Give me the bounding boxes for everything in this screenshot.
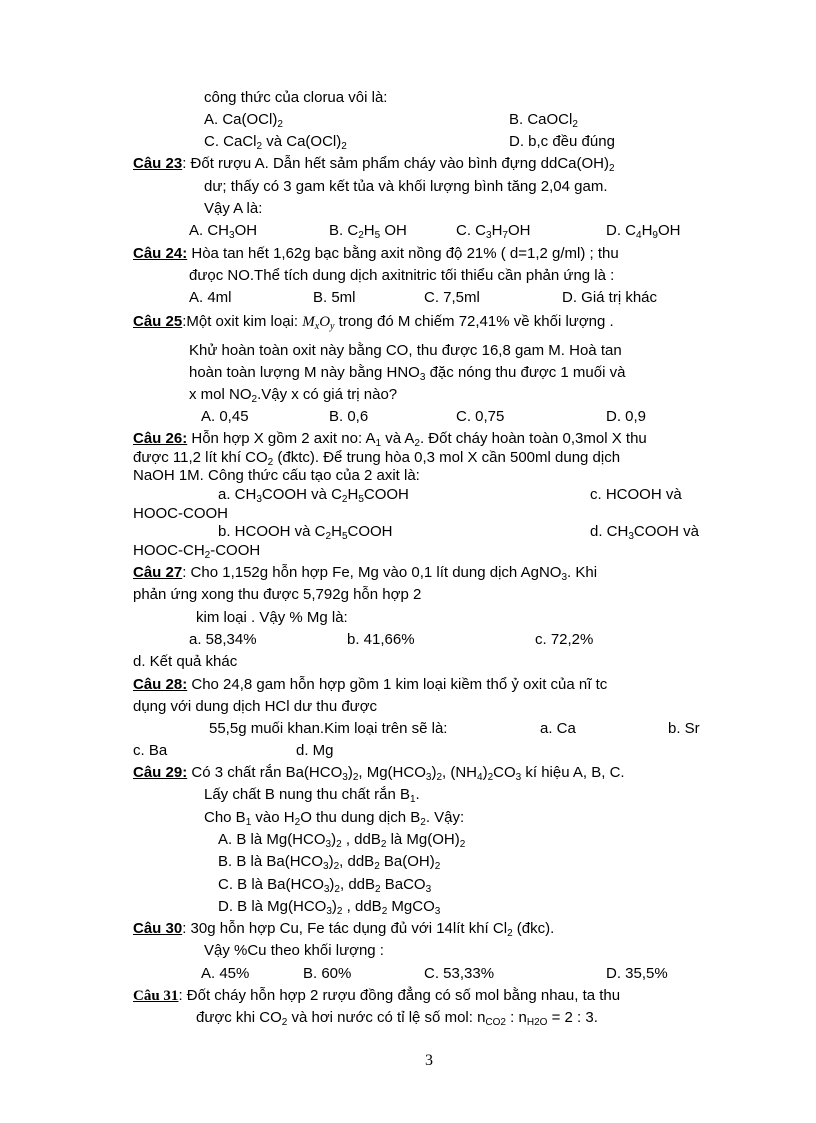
q27-option-c: c. 72,2% bbox=[535, 631, 594, 648]
q28-label: Câu 28: bbox=[133, 676, 188, 693]
q24-option-b: B. 5ml bbox=[313, 289, 356, 306]
q27-option-d: d. Kết quả khác bbox=[133, 653, 238, 670]
q24-option-a: A. 4ml bbox=[189, 289, 232, 306]
q26-stem-line3: NaOH 1M. Công thức cấu tạo của 2 axit là: bbox=[133, 467, 420, 484]
q22-option-b: B. CaOCl$_2$ bbox=[509, 111, 578, 130]
q23-stem-line2: dư; thấy có 3 gam kết tủa và khối lượng bình tăng 2,04 gam. bbox=[204, 178, 608, 195]
q26-option-c-cont: HOOC-COOH bbox=[133, 505, 228, 522]
q29-stem: Câu 29: Có 3 chất rắn $Ba(HCO_3)_2$, $Mg(HCO_3)_2$, $(NH_4)_2CO_3$ kí hiệu A, B, C. bbox=[133, 764, 625, 783]
q31-stem-line2: được khi $CO_2$ và hơi nước có tỉ lệ số mol: $n_{CO2}$ : $n_{H2O} = 2$ : 3. bbox=[196, 1009, 598, 1028]
q28-option-a: a. Ca bbox=[540, 720, 576, 737]
q26-option-d-cont: HOOC-$CH_2$-COOH bbox=[133, 542, 261, 561]
q25-label: Câu 25 bbox=[133, 313, 183, 330]
q28-option-d: d. Mg bbox=[296, 742, 334, 759]
q22-stem-tail: công thức của clorua vôi là: bbox=[204, 89, 388, 106]
q28-stem: Câu 28: Cho 24,8 gam hỗn hợp gồm 1 kim loại kiềm thổ ỷ oxit của nĩ tc bbox=[133, 676, 608, 693]
q25-option-a: A. 0,45 bbox=[201, 408, 249, 425]
q25-option-b: B. 0,6 bbox=[329, 408, 369, 425]
q27-label: Câu 27 bbox=[133, 564, 183, 581]
q28-option-c: c. Ba bbox=[133, 742, 168, 759]
q30-stem-line2: Vậy %Cu theo khối lượng : bbox=[204, 942, 384, 959]
q25-stem-line4: x mol $NO_2.Vậy$ x có giá trị nào? bbox=[189, 386, 398, 405]
q22-option-d: D. b,c đều đúng bbox=[509, 133, 615, 150]
q22-option-a: A. $Ca(OCl)_2$ bbox=[204, 111, 283, 130]
q29-label: Câu 29: bbox=[133, 764, 188, 781]
q25-stem-line2: Khử hoàn toàn oxit này bằng CO, thu được 16,8 gam M. Hoà tan bbox=[189, 342, 622, 359]
q30-label: Câu 30 bbox=[133, 920, 183, 937]
q26-option-b: b. HCOOH và $C_2H_5COOH$ bbox=[218, 523, 393, 542]
q29-stem-line2: Lấy chất B nung thu chất rắn $B_1$. bbox=[204, 786, 420, 805]
q25-stem: Câu 25:Một oxit kim loại: $M_xO_y$ trong đó M chiếm 72,41% về khối lượng . bbox=[133, 313, 614, 332]
q23-option-c: C. $C_3H_7OH$ bbox=[456, 222, 531, 241]
q23-stem: Câu 23: Đốt rượu A. Dẫn hết sảm phẩm cháy vào bình đựng $ddCa(OH)_2$ bbox=[133, 155, 615, 174]
q30-option-d: D. 35,5% bbox=[606, 965, 668, 982]
q26-stem-line2: được 11,2 lít khí $CO_2$ (đktc). Để trung hòa 0,3 mol X cần 500ml dung dịch bbox=[133, 449, 621, 468]
q29-option-c: C. B là $Ba(HCO_3)_2$, ddB$_2$ BaCO$_3$ bbox=[218, 876, 432, 895]
q24-option-d: D. Giá trị khác bbox=[562, 289, 658, 306]
q24-label: Câu 24: bbox=[133, 245, 188, 262]
q29-option-b: B. B là $Ba(HCO_3)_2$, ddB$_2$ $Ba(OH)_2$ bbox=[218, 853, 441, 872]
q27-stem: Câu 27: Cho 1,152g hỗn hợp Fe, Mg vào 0,1 lít dung dịch AgNO$_3$. Khi bbox=[133, 564, 598, 583]
q23-stem-line3: Vậy A là: bbox=[204, 200, 263, 217]
q30-option-b: B. 60% bbox=[303, 965, 352, 982]
q24-stem: Câu 24: Hòa tan hết 1,62g bạc bằng axit nồng độ 21% ( d=1,2 g/ml) ; thu bbox=[133, 245, 619, 262]
q29-option-d: D. B là $Mg(HCO_3)_2$ , ddB$_2$ MgCO$_3$ bbox=[218, 898, 441, 917]
q27-stem-line3: kim loại . Vậy % Mg là: bbox=[196, 609, 348, 626]
q30-option-c: C. 53,33% bbox=[424, 965, 495, 982]
q26-label: Câu 26: bbox=[133, 430, 188, 447]
q28-option-b: b. Sr bbox=[668, 720, 700, 737]
q23-option-b: B. $C_2H_5$ OH bbox=[329, 222, 407, 241]
q26-option-c: c. HCOOH và bbox=[590, 486, 682, 503]
q26-stem: Câu 26: Hỗn hợp X gồm 2 axit no: $A_1$ và $A_2$. Đốt cháy hoàn toàn 0,3mol X thu bbox=[133, 430, 647, 449]
q28-stem-line2: dụng với dung dịch HCl dư thu được bbox=[133, 698, 378, 715]
q27-stem-line2: phản ứng xong thu được 5,792g hỗn hợp 2 bbox=[133, 586, 422, 603]
q28-stem-line3: 55,5g muối khan.Kim loại trên sẽ là: bbox=[209, 720, 448, 737]
q26-option-d: d. $CH_3COOH$ và bbox=[590, 523, 699, 542]
page-number: 3 bbox=[425, 1052, 433, 1069]
q30-option-a: A. 45% bbox=[201, 965, 250, 982]
q26-option-a: a. $CH_3COOH$ và $C_2H_5COOH$ bbox=[218, 486, 409, 505]
q22-option-c: C. CaCl$_2$ và $Ca(OCl)_2$ bbox=[204, 133, 347, 152]
q25-option-c: C. 0,75 bbox=[456, 408, 505, 425]
q27-option-a: a. 58,34% bbox=[189, 631, 257, 648]
q24-stem-line2: đưọc NO.Thể tích dung dịch axitnitric tối thiểu cần phản ứng là : bbox=[189, 267, 615, 284]
q29-option-a: A. B là $Mg(HCO_3)_2$ , ddB$_2$ là $Mg(OH)_2$ bbox=[218, 831, 466, 850]
q31-stem: Câu 31: Đốt cháy hỗn hợp 2 rượu đồng đẳng có số mol bằng nhau, ta thu bbox=[133, 987, 621, 1004]
q25-stem-line3: hoàn toàn lượng M này bằng $HNO_3$ đặc nóng thu được 1 muối và bbox=[189, 364, 626, 383]
q24-option-c: C. 7,5ml bbox=[424, 289, 480, 306]
q27-option-b: b. 41,66% bbox=[347, 631, 415, 648]
q29-stem-line3: Cho $B_1$ vào $H_2O$ thu dung dịch $B_2$. Vậy: bbox=[204, 809, 465, 828]
q31-label: Câu 31 bbox=[133, 988, 179, 1004]
q30-stem: Câu 30: 30g hỗn hợp Cu, Fe tác dụng đủ với 14lít khí $Cl_2$ (đkc). bbox=[133, 920, 555, 939]
q25-option-d: D. 0,9 bbox=[606, 408, 647, 425]
q23-option-d: D. $C_4H_9OH$ bbox=[606, 222, 681, 241]
q23-option-a: A. $CH_3OH$ bbox=[189, 222, 258, 241]
q23-label: Câu 23 bbox=[133, 155, 183, 172]
